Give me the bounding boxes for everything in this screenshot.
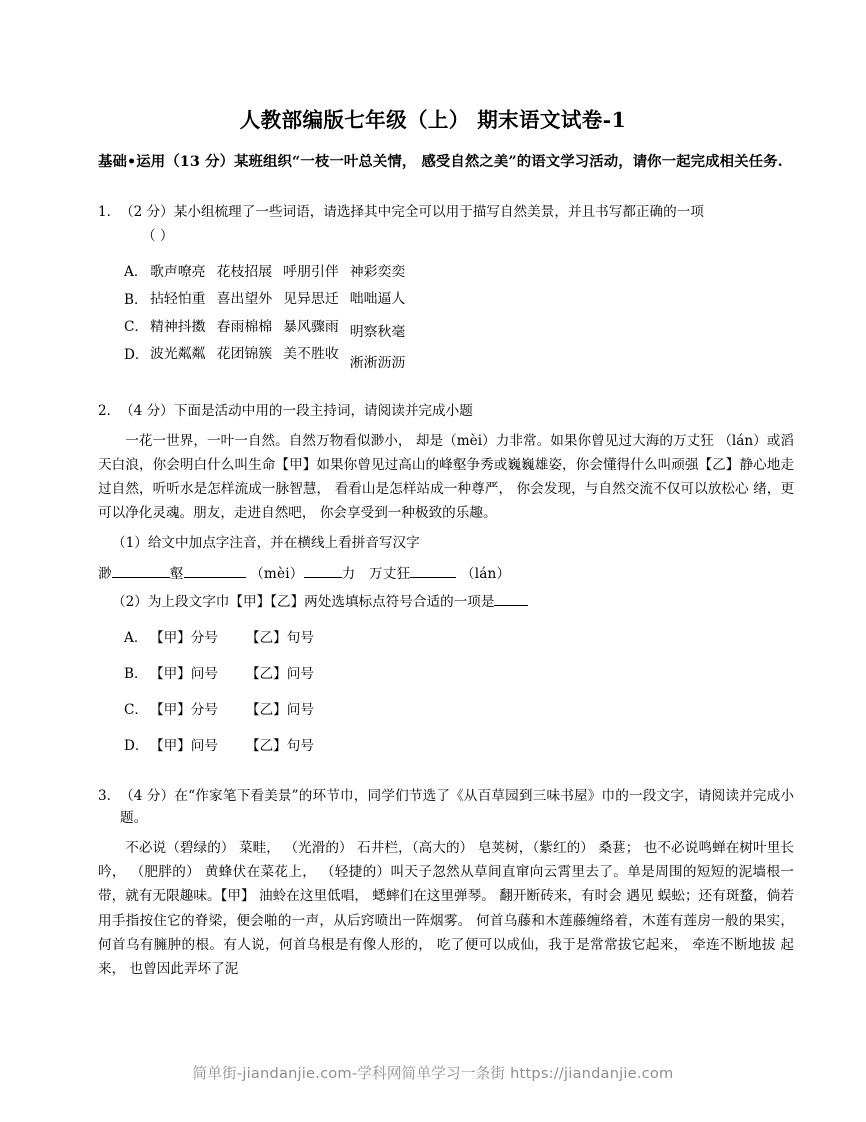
option-a-word-3: 呼朋引伴 <box>283 263 339 280</box>
option-b-word-4: 咄咄逼人 <box>349 291 406 308</box>
fill-char-2: 壑 <box>169 565 184 582</box>
question-1-stem: （2 分）某小组梳理了一些词语，请选择其中完全可以用于描写自然美景，并且书写都正确的一项 <box>120 203 704 220</box>
question-1-options <box>98 261 794 372</box>
option-a-word-1: 歌声嘹亮 <box>150 263 206 280</box>
q2-option-d-col2: 【乙】句号 <box>246 737 314 754</box>
intro-paragraph: 基础•运用（13 分）某班组织“一枝一叶总关情， 感受自然之美”的语文学习活动，请你一起完成相关任务. <box>98 153 783 170</box>
q2-option-b-col2: 【乙】问号 <box>246 665 314 682</box>
fill-pinyin-1: （mèi） <box>250 565 304 582</box>
option-b-word-1: 拈轻怕重 <box>150 291 206 308</box>
option-a-word-4: 神彩奕奕 <box>349 263 406 280</box>
option-d-letter: D． <box>124 346 149 363</box>
fill-pinyin-2: （lán） <box>460 565 511 582</box>
option-a-letter: A． <box>124 264 148 281</box>
question-3-stem: （4 分）在“作家笔下看美景”的环节巾，同学们节选了《从百草园到三味书屋》巾的一段文字，请阅读并完成小题。 <box>120 787 794 826</box>
q2-option-row-c[interactable] <box>124 699 794 721</box>
question-2-number: 2． <box>98 402 121 419</box>
question-3-passage: 不必说（碧绿的） 菜畦， （光滑的） 石井栏，（高大的） 皂荚树，（紫红的） 桑葚； 也不必说鸣蝉在树叶里长吟， （肥胖的） 黄蜂伏在菜花上， （轻捷的）叫天子忽然从草间直窜向云霄里去了。单是周围的短短的泥墙根一带，就有无限趣味。【甲】 油蛉在这里低唱， 蟋蟀们在这里弹琴。 翻开断砖来，有时会 遇见 蜈蚣；还有斑蝥，倘若用手指按住它的脊梁，便会啪的一声，从后窍喷出一阵烟雾。 何首乌藤和木莲藤缠络着，木莲有莲房一般的果实，何首乌有臃肿的根。有人说，何首乌根是有像人形的， 吃了便可以成仙，我于是常常拔它起来， 牵连不断地拔 起来， 也曾因此弄坏了泥 <box>98 839 794 977</box>
option-d-word-2: 花团锦簇 <box>216 346 273 363</box>
question-block-2 <box>0 400 866 757</box>
question-2-passage: 一花一世界，一叶一自然。自然万物看似渺小， 却是（mèi）力非常。如果你曾见过大海的万丈狂 （lán）或滔天白浪，你会明白什么叫生命【甲】如果你曾见过高山的峰壑争秀或巍巍雄姿，你会懂得什么叫顽强【乙】静心地走过自然，听听水是怎样流成一脉智慧， 看看山是怎样站成一种尊严， 你会发现，与自然交流不仅可以放松心 绪，更可以净化灵魂。朋友，走进自然吧， 你会享受到一种极致的乐趣。 <box>98 432 794 522</box>
fill-char-1: 渺 <box>98 565 112 582</box>
fill-blank-4[interactable] <box>410 564 456 578</box>
q2-option-a-letter: A． <box>124 629 148 646</box>
option-c-word-4: 明察秋毫 <box>349 323 406 340</box>
option-c-word-2: 春雨棉棉 <box>216 318 273 335</box>
question-2-sub-2-blank[interactable] <box>494 592 528 606</box>
question-block-3 <box>0 785 866 981</box>
option-row-c[interactable] <box>124 316 794 339</box>
option-row-a[interactable] <box>124 261 794 284</box>
q2-option-a-col2: 【乙】句号 <box>246 629 314 646</box>
question-2-stem-wrap <box>98 400 794 422</box>
option-d-word-3: 美不胜收 <box>283 346 339 363</box>
q2-option-c-col2: 【乙】问号 <box>246 701 314 718</box>
option-b-word-2: 喜出望外 <box>216 291 273 308</box>
question-2-stem: （4 分）下面是活动中用的一段主持词，请阅读并完成小题 <box>120 402 473 419</box>
option-b-word-3: 见异思迁 <box>283 291 339 308</box>
question-2-sub-2: （2）为上段文字巾【甲】【乙】两处选填标点符号合适的一项是 <box>112 593 495 610</box>
fill-blank-3[interactable] <box>304 564 342 578</box>
option-c-word-1: 精神抖擞 <box>150 318 206 335</box>
fill-blank-2[interactable] <box>184 564 246 578</box>
option-b-letter: B． <box>124 291 148 308</box>
option-row-d[interactable] <box>124 343 794 372</box>
question-block-1 <box>0 201 866 372</box>
q2-option-b-col1: 【甲】问号 <box>150 665 218 682</box>
fill-char-3: 力 <box>341 565 356 582</box>
q2-option-b-letter: B． <box>124 665 148 682</box>
question-3-number: 3． <box>98 787 121 804</box>
q2-option-c-letter: C． <box>124 701 148 718</box>
option-a-word-2: 花枝招展 <box>216 263 273 280</box>
footer-watermark: 简单街-jiandanjie.com-学科网简单学习一条街 https://jiandanjie.com <box>192 1065 674 1082</box>
question-1-answer-paren: （ ） <box>142 227 174 244</box>
q2-option-row-d[interactable] <box>124 735 794 757</box>
question-2-sub-1: （1）给文中加点字注音，并在横线上看拼音写汉字 <box>112 534 420 551</box>
q2-option-d-col1: 【甲】问号 <box>150 737 218 754</box>
page-title: 人教部编版七年级（上） 期末语文试卷-1 <box>239 108 627 132</box>
q2-option-row-a[interactable] <box>124 627 794 649</box>
question-1-number: 1． <box>98 203 121 220</box>
question-3-stem-wrap <box>98 785 794 829</box>
question-2-sub-2-wrap <box>98 591 794 614</box>
fill-blank-1[interactable] <box>112 564 170 578</box>
q2-option-c-col1: 【甲】分号 <box>150 701 218 718</box>
option-row-b[interactable] <box>124 288 794 311</box>
question-1-stem-wrap <box>98 201 794 247</box>
q2-option-d-letter: D． <box>124 737 149 754</box>
fill-char-4: 万丈狂 <box>368 565 411 582</box>
option-d-word-1: 波光粼粼 <box>150 346 206 363</box>
q2-option-a-col1: 【甲】分号 <box>150 629 218 646</box>
question-2-fill-line <box>98 563 794 585</box>
question-2-options <box>98 627 794 757</box>
option-c-letter: C． <box>124 319 148 336</box>
option-d-word-4: 淅淅沥沥 <box>349 355 406 372</box>
q2-option-row-b[interactable] <box>124 663 794 685</box>
option-c-word-3: 暴风骤雨 <box>283 318 339 335</box>
